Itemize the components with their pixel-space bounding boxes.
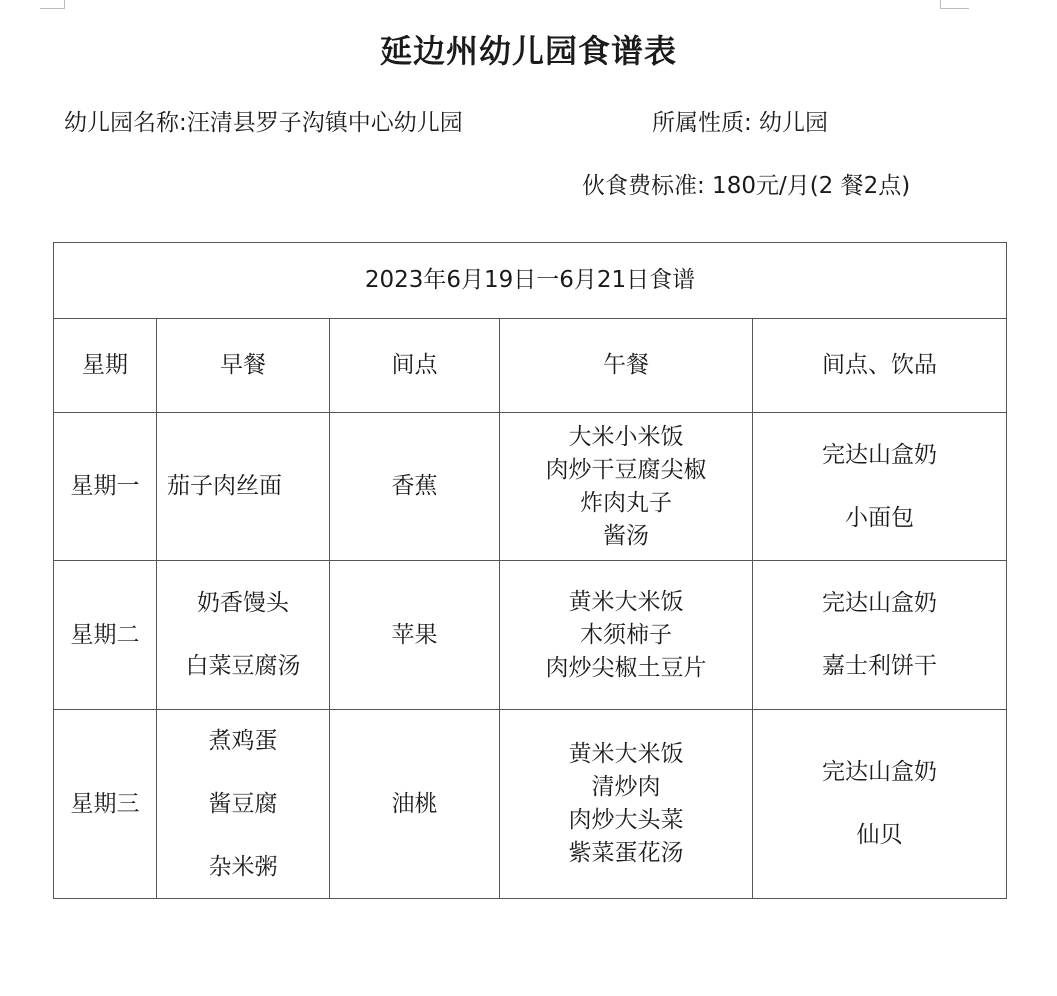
lunch-cell [500, 561, 753, 710]
kindergarten-nature: 所属性质: 幼儿园 [652, 110, 829, 136]
lunch-item: 肉炒大头菜 [568, 807, 684, 833]
breakfast-cell [157, 561, 330, 710]
lunch-item: 黄米大米饭 [568, 588, 684, 615]
lunch-item: 酱汤 [603, 522, 649, 549]
snack-cell: 苹果 [330, 561, 500, 710]
page-corner-mark [940, 0, 969, 9]
breakfast-cell [157, 710, 330, 899]
snack-cell: 油桃 [330, 710, 500, 899]
meal-fee-standard: 伙食费标准: 180元/月(2 餐2点) [582, 173, 911, 199]
menu-table [53, 242, 1007, 899]
header-cell: 早餐 [157, 319, 330, 413]
afternoon-item: 嘉士利饼干 [822, 653, 937, 679]
day-cell: 星期三 [54, 710, 157, 899]
table-row [54, 413, 1007, 561]
breakfast-item: 茄子肉丝面 [167, 473, 282, 499]
lunch-item: 肉炒干豆腐尖椒 [545, 456, 707, 483]
header-row [54, 319, 1007, 413]
day-cell: 星期二 [54, 561, 157, 710]
breakfast-item: 酱豆腐 [208, 790, 278, 817]
breakfast-item: 白菜豆腐汤 [185, 653, 301, 679]
lunch-item: 肉炒尖椒土豆片 [545, 654, 707, 681]
date-range: 2023年6月19日一6月21日食谱 [54, 243, 1007, 319]
snack-cell: 香蕉 [330, 413, 500, 561]
breakfast-item: 煮鸡蛋 [208, 727, 278, 754]
lunch-item: 黄米大米饭 [568, 741, 684, 767]
breakfast-item: 奶香馒头 [197, 590, 289, 616]
afternoon-item: 完达山盒奶 [822, 759, 937, 785]
afternoon-cell [753, 710, 1007, 899]
afternoon-cell [753, 561, 1007, 710]
page-title: 延边州幼儿园食谱表 [379, 32, 677, 70]
date-row [54, 243, 1007, 319]
header-cell: 午餐 [500, 319, 753, 413]
afternoon-item: 仙贝 [856, 822, 903, 848]
afternoon-item: 小面包 [845, 504, 914, 531]
kindergarten-name: 幼儿园名称:汪清县罗子沟镇中心幼儿园 [64, 110, 463, 136]
table-row [54, 561, 1007, 710]
afternoon-item: 完达山盒奶 [822, 441, 937, 468]
header-cell: 间点、饮品 [753, 319, 1007, 413]
afternoon-item: 完达山盒奶 [822, 590, 937, 616]
lunch-item: 紫菜蛋花汤 [568, 840, 684, 866]
lunch-item: 大米小米饭 [568, 423, 684, 450]
lunch-cell [500, 710, 753, 899]
lunch-item: 木须柿子 [580, 621, 672, 648]
page-corner-mark [40, 0, 65, 9]
breakfast-cell [157, 413, 330, 561]
table-row [54, 710, 1007, 899]
afternoon-cell [753, 413, 1007, 561]
header-cell: 星期 [54, 319, 157, 413]
breakfast-item: 杂米粥 [208, 853, 278, 880]
lunch-cell [500, 413, 753, 561]
lunch-item: 炸肉丸子 [580, 489, 672, 516]
day-cell: 星期一 [54, 413, 157, 561]
lunch-item: 清炒肉 [591, 774, 661, 800]
header-cell: 间点 [330, 319, 500, 413]
